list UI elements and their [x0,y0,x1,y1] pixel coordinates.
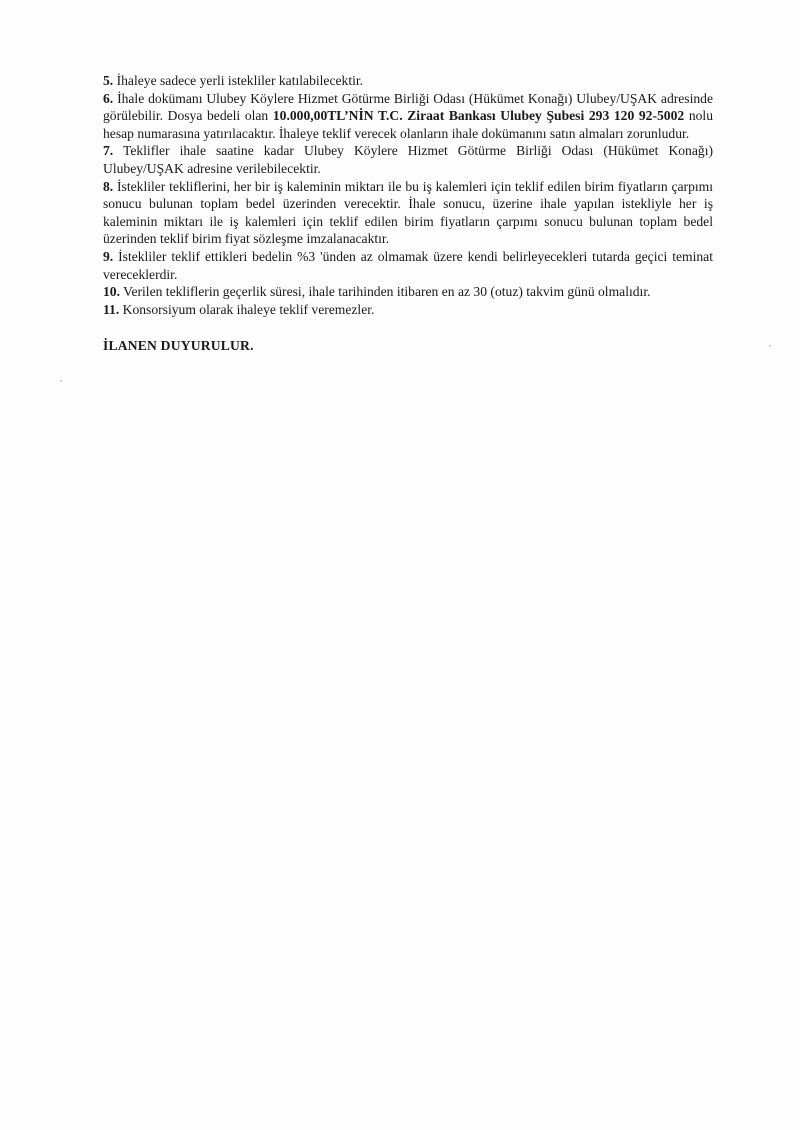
clause-5 [103,72,713,90]
clause-number: 5. [103,73,114,88]
document-body [103,72,713,355]
clause-text: Verilen tekliflerin geçerlik süresi, ihale tarihinden itibaren en az 30 (otuz) takvim günü olmalıdır. [120,284,651,300]
closing-announcement: İLANEN DUYURULUR. [103,338,254,354]
clause-number: 10. [103,284,120,300]
bank-account-info: 10.000,00TL’NİN T.C. Ziraat Bankası Ulubey Şubesi 293 120 92-5002 [272,108,685,124]
clause-8 [103,178,713,248]
scan-speck [769,345,771,347]
clause-6 [103,90,713,143]
clause-text: İhaleye sadece yerli istekliler katılabilecektir. [113,73,364,88]
clause-text: nolu hesap numarasına yatırılacaktır. İhaleye teklif verecek olanların ihale dokümanını satın almaları zorunludur. [103,108,713,141]
clause-9 [103,248,713,283]
clause-number: 8. [103,178,114,194]
scan-speck [60,380,62,382]
clause-11 [103,301,713,319]
clause-number: 9. [103,248,114,264]
clause-10 [103,283,713,301]
clause-number: 6. [103,90,114,106]
clause-text: Konsorsiyum olarak ihaleye teklif veremezler. [119,301,375,317]
clause-text: İstekliler teklif ettikleri bedelin %3 'ünden az olmamak üzere kendi belirleyecekleri tutarda geçici teminat vereceklerdir. [103,248,713,282]
clause-7 [103,142,713,177]
clause-number: 7. [103,143,114,159]
clause-number: 11. [103,301,120,317]
clause-text: Teklifler ihale saatine kadar Ulubey Köylere Hizmet Götürme Birliği Odası (Hükümet Konağı) Ulubey/UŞAK adresine verilebilecektir. [103,143,713,176]
clause-text: İstekliler tekliflerini, her bir iş kaleminin miktarı ile bu iş kalemleri için teklif edilen birim fiyatların çarpımı sonucu bulunan toplam bedel üzerinden verecektir. İhale sonucu, üzerine ihale yapılan istekliyle her iş kaleminin miktarı ile iş kalemleri için teklif edilen birim fiyatların çarpımı sonucu bulunan toplam bedel üzerinden teklif birim fiyat sözleşme imzalanacaktır. [103,178,713,247]
clause-text: İhale dokümanı Ulubey Köylere Hizmet Götürme Birliği Odası (Hükümet Konağı) Ulubey/UŞAK adresinde görülebilir. Dosya bedeli olan [103,90,713,124]
